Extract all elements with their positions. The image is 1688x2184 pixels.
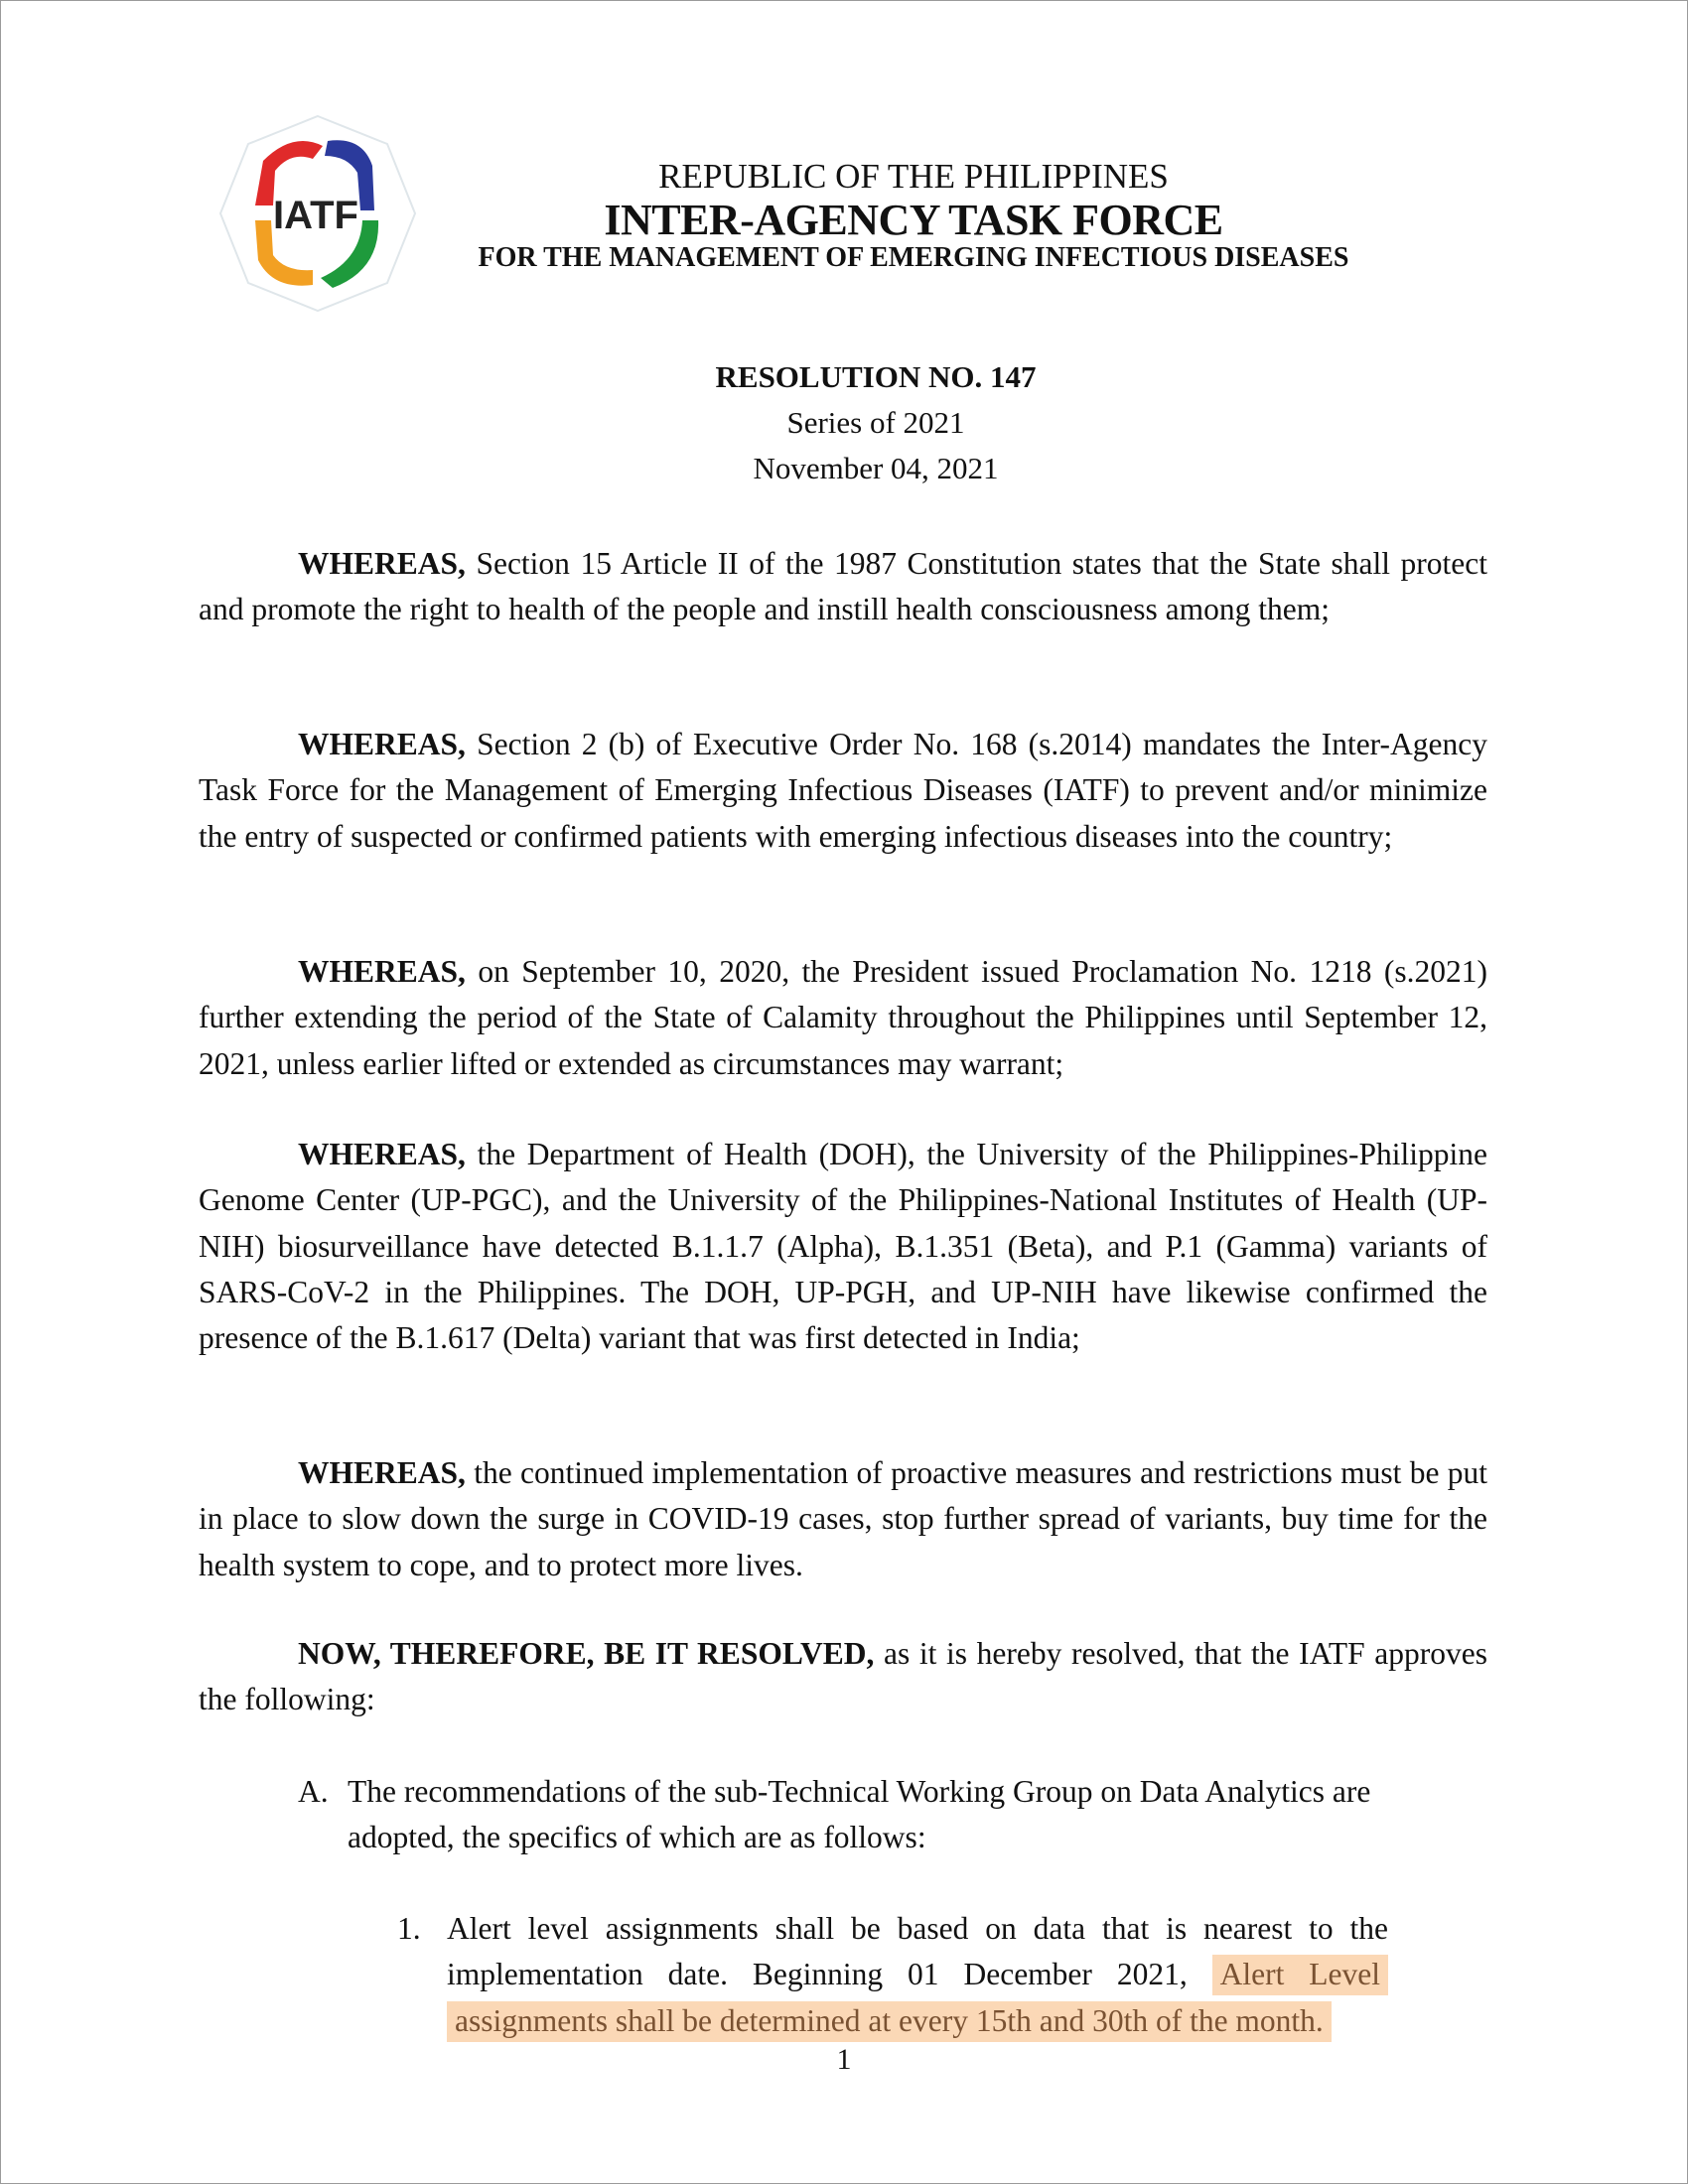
paragraph-lead: WHEREAS, — [298, 727, 466, 761]
iatf-logo — [213, 111, 422, 320]
whereas-paragraph — [199, 949, 1487, 1087]
header-subtitle: FOR THE MANAGEMENT OF EMERGING INFECTIOUS DISEASES — [478, 242, 1349, 273]
list-label: 1. — [397, 1911, 421, 1946]
paragraph-lead: NOW, THEREFORE, BE IT RESOLVED, — [298, 1636, 875, 1671]
resolution-number: RESOLUTION NO. 147 — [715, 359, 1037, 394]
header-agency: INTER-AGENCY TASK FORCE — [604, 196, 1223, 244]
whereas-paragraph — [199, 722, 1487, 860]
list-item-1 — [397, 1906, 1388, 2044]
list-label: A. — [298, 1774, 329, 1809]
resolution-date: November 04, 2021 — [753, 451, 999, 485]
whereas-paragraph — [199, 1132, 1487, 1361]
paragraph-text: Section 2 (b) of Executive Order No. 168 (s.2014) mandates the Inter-Agency Task Force for the Management of Emerging Infectious Diseases (IATF) to prevent and/or minimize the entry of suspected or confirmed patients with emerging infectious diseases into the country; — [199, 727, 1487, 854]
paragraph-lead: WHEREAS, — [298, 1455, 466, 1490]
list-text: The recommendations of the sub-Technical Working Group on Data Analytics are adopted, the specifics of which are as follows: — [348, 1774, 1371, 1855]
list-text — [447, 1906, 1388, 2044]
list-item-a — [298, 1769, 1440, 1861]
resolution-series: Series of 2021 — [786, 405, 965, 440]
paragraph-lead: WHEREAS, — [298, 546, 466, 581]
resolved-paragraph — [199, 1631, 1487, 1723]
svg-text:IATF: IATF — [273, 194, 358, 237]
whereas-paragraph — [199, 541, 1487, 633]
header-republic: REPUBLIC OF THE PHILIPPINES — [658, 157, 1169, 196]
paragraph-text: on September 10, 2020, the President issued Proclamation No. 1218 (s.2021) further extending the period of the State of Calamity throughout the Philippines until September 12, 2021, unless earlier lifted or extended as circumstances may warrant; — [199, 954, 1487, 1081]
paragraph-lead: WHEREAS, — [298, 954, 466, 989]
whereas-paragraph — [199, 1450, 1487, 1588]
paragraph-text: the continued implementation of proactive measures and restrictions must be put in place to slow down the surge in COVID-19 cases, stop further spread of variants, buy time for the health system to cope, and to protect more lives. — [199, 1455, 1487, 1582]
paragraph-text: the Department of Health (DOH), the University of the Philippines-Philippine Genome Center (UP-PGC), and the University of the Philippines-National Institutes of Health (UP-NIH) biosurveillance have detected B.1.1.7 (Alpha), B.1.351 (Beta), and P.1 (Gamma) variants of SARS-CoV-2 in the Philippines. The DOH, UP-PGH, and UP-NIH have likewise confirmed the presence of the B.1.617 (Delta) variant that was first detected in India; — [199, 1137, 1487, 1356]
paragraph-text: as it is hereby resolved, that the IATF approves the following: — [199, 1636, 1487, 1717]
highlighted-text[interactable]: Alert Level assignments shall be determined at every 15th and 30th of the month. — [447, 1955, 1388, 2041]
list-text-plain: Alert level assignments shall be based on data that is nearest to the implementation date. Beginning 01 December 2021, — [447, 1911, 1388, 1992]
page-number: 1 — [836, 2043, 852, 2076]
paragraph-lead: WHEREAS, — [298, 1137, 466, 1171]
paragraph-text: Section 15 Article II of the 1987 Constitution states that the State shall protect and promote the right to health of the people and instill health consciousness among them; — [199, 546, 1487, 627]
